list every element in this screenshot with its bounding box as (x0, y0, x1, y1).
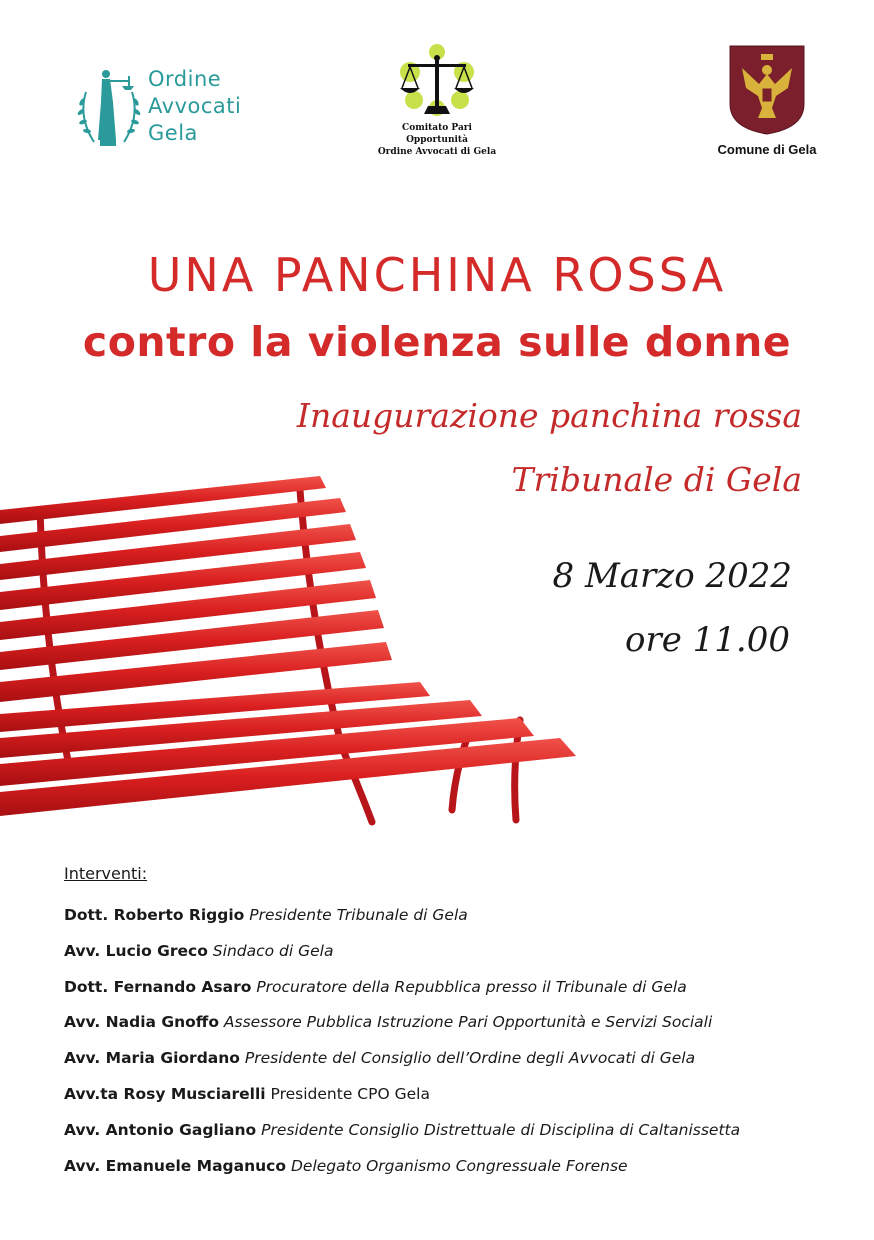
ordine-line-2: Avvocati (148, 94, 242, 118)
main-title: UNA PANCHINA ROSSA (147, 248, 727, 302)
comune-crest (712, 44, 822, 162)
speaker-name: Avv. Emanuele Maganuco (64, 1156, 287, 1175)
eagle-crest-icon (728, 44, 806, 136)
speaker-item (64, 1041, 864, 1077)
event-time: ore 11.00 (625, 620, 790, 660)
speaker-name: Avv. Lucio Greco (64, 941, 208, 960)
speaker-item (64, 1113, 864, 1149)
speaker-role: Presidente del Consiglio dell’Ordine degli Avvocati di Gela (244, 1049, 696, 1068)
speaker-name: Avv. Antonio Gagliano (64, 1120, 257, 1139)
ordine-logo-text (148, 66, 241, 147)
ordine-line-1: Ordine (148, 67, 222, 91)
red-bench-image (0, 470, 590, 830)
ordine-line-3: Gela (148, 121, 198, 145)
ordine-avvocati-logo (76, 62, 266, 154)
speaker-role: Sindaco di Gela (212, 941, 334, 960)
event-date: 8 Marzo 2022 (552, 556, 792, 596)
event-line-1: Inaugurazione panchina rossa (296, 396, 802, 435)
speakers-list (64, 898, 864, 1184)
speaker-name: Dott. Roberto Riggio (64, 906, 245, 924)
speaker-name: Avv. Nadia Gnoffo (64, 1013, 219, 1032)
cpo-line-2: Ordine Avvocati di Gela (377, 147, 497, 157)
speaker-name: Dott. Fernando Asaro (64, 977, 252, 996)
speaker-item (64, 1005, 864, 1041)
speaker-item (64, 1149, 864, 1185)
speaker-item (64, 934, 864, 970)
speaker-role: Presidente Tribunale di Gela (249, 906, 468, 924)
speaker-name: Avv. Maria Giordano (64, 1049, 240, 1068)
speaker-role: Presidente Consiglio Distrettuale di Disciplina di Caltanissetta (261, 1120, 741, 1139)
speaker-item (64, 898, 864, 934)
speaker-role: Procuratore della Repubblica presso il Tribunale di Gela (256, 977, 687, 996)
justice-statue-icon (76, 62, 142, 150)
speaker-role: Assessore Pubblica Istruzione Pari Opportunità e Servizi Sociali (223, 1013, 713, 1032)
comune-label: Comune di Gela (717, 142, 817, 157)
speaker-role: Delegato Organismo Congressuale Forense (290, 1156, 628, 1175)
speaker-role: Presidente CPO Gela (270, 1084, 430, 1103)
speaker-item (64, 970, 864, 1006)
sub-title: contro la violenza sulle donne (82, 318, 792, 366)
event-line-2: Tribunale di Gela (511, 460, 802, 499)
speaker-name: Avv.ta Rosy Musciarelli (64, 1084, 266, 1103)
cpo-logo (370, 42, 504, 160)
speakers-heading: Interventi: (64, 864, 148, 883)
cpo-line-1: Comitato Pari Opportunità (402, 123, 472, 145)
scales-icon (394, 42, 480, 122)
speaker-item (64, 1077, 864, 1113)
